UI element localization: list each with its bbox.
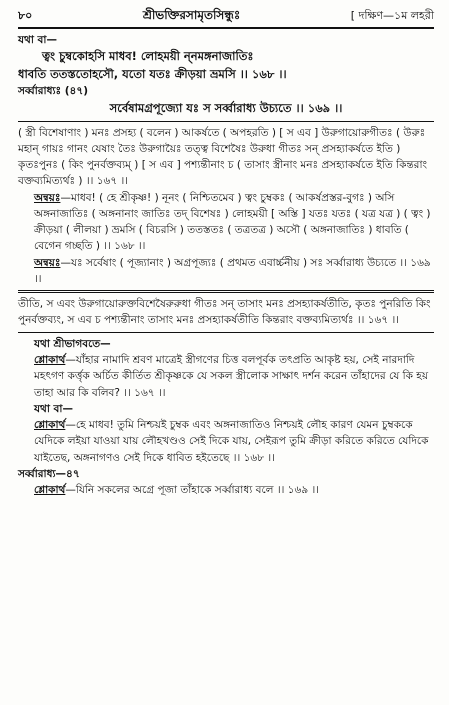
sloka-label: শ্লোকার্থ (34, 419, 66, 432)
anvaya-text: —মাধব! ( হে শ্রীকৃষ্ণ! ) নূনং ( নিশ্চিতমেব ) ত্বং চুম্বকঃ ( আকর্ষপ্রস্তর-বুগঃ ) অসি অঙ্গনাজাতিঃ ( অঙ্গনানাং জাতিঃ তদ্‌ বিশেষঃ ) লোহময়ী [ অস্তি ] যতঃ যতঃ ( যত্র যত্র ) ( ত্বং ) ক্রীড়য়া ( লীলয়া ) ভ্রমসি ( বিচরসি ) ততস্ততঃ ( তত্রতত্র ) অসৌ ( অঙ্গনাজাতিঃ ) ধাবতি ( বেগেন গচ্ছতি ) ।। ১৬৮ ।। (34, 191, 431, 253)
sloka-paragraph (18, 352, 434, 401)
anvaya-paragraph (18, 190, 434, 255)
sloka-text: —যাঁহার নামাদি শ্রবণ মাত্রেই স্ত্রীগণের চিত্ত বলপূর্বক তৎপ্রতি আকৃষ্ট হয়, সেই নারদাদি মহৎগণ কর্ত্তৃক অর্চিত কীর্তিত শ্রীকৃষ্ণকে যে সকল স্ত্রীলোক সাক্ষাৎ দর্শন করেন তাঁহাদের যে কি হয় তাহা আর কি বলিব? ।। ১৬৭ ।। (34, 354, 429, 399)
book-title: শ্রীভক্তিরসামৃতসিন্ধুঃ (142, 8, 241, 22)
page (18, 6, 434, 498)
section-label: [ দক্ষিণ—১ম লহরী (350, 9, 434, 22)
sloka-text: —হে মাধব! তুমি নিশ্চয়ই চুম্বক এবং অঙ্গনাজাতিও নিশ্চয়ই লৌহ কারণ যেমন চুম্বককে যেদিকে লইয়া যাওয়া যায় লৌহখণ্ডও সেই দিকে যায়, সেইরূপ তুমি ক্রীড়া করিতে করিতে যেদিকে যাইতেছ, অঙ্গনাগণও সেই দিকে ধাবিত হইতেছে ।। ১৬৮ ।। (34, 419, 429, 464)
verse-line: ত্বং চুম্বকোহসি মাধব! লোহময়ী ন্‌নমঙ্গনাজাতিঃ (42, 48, 254, 63)
section-heading: সর্ব্বারাধ্যঃ (৪৭) (18, 85, 88, 98)
anvaya-label: অন্বয়ঃ (34, 191, 61, 204)
example-label: যথা শ্রীভাগবতে— (34, 337, 111, 350)
commentary-paragraph: ( স্ত্রী বিশেষাণাং ) মনঃ প্রসহ্য ( বলেন ) আকর্ষতে ( অপহরতি ) [ স এব ] উরুগায়োরুগীতঃ ( উরুঃ মহান্‌ গায়ঃ গানং যেষাং তৈঃ উরুগায়ৈঃ তত্ত্ব বিশেষৈঃ উরুধা গীতঃ সন্‌ প্রসহ্যাকর্ষতে ইতি ) কৃতঃপুনঃ ( কিং পুনর্বক্তব্যম্‌ ) [ স এব ] পশ্যন্তীনাং চ ( তাসাং স্ত্রীনাং মনঃ প্রসহ্যাকর্ষতে ইতি কিন্তরাং বক্তব্যমিত্যর্থঃ ) ।। ১৬৭ ।। (18, 126, 428, 188)
section-heading: সর্ব্বারাধ্য—৪৭ (18, 467, 80, 480)
sloka-paragraph (18, 482, 434, 498)
sloka-label: শ্লোকার্থ (34, 484, 66, 497)
tika-paragraph: তীতি, স এবং উরুগায়োরুক্তবিশেষৈরুরুধা গীতঃ সন্‌ তাসাং মনঃ প্রসহ্যাকর্ষতীতি, কৃতঃ পুনরিতি কিং পুনর্বক্তব্যং, স এব চ পশ্যন্তীনাং তাসাং মনঃ প্রসহ্যাকর্ষতীতি কিন্তরাং বক্তব্যমিত্যর্থঃ ।। ১৬৭ ।। (18, 298, 431, 327)
anvaya-label: অন্বয়ঃ (34, 256, 61, 269)
sloka-label: শ্লোকার্থ (34, 354, 66, 367)
example-label: যথা বা— (34, 402, 73, 415)
sloka-paragraph (18, 417, 434, 466)
example-label: যথা বা— (18, 33, 57, 46)
anvaya-paragraph (18, 255, 434, 288)
verse-line: সর্বেষামগ্রপূজ্যো যঃ স সর্ব্বারাধ্য উচ্যতে ।। ১৬৯ ।। (109, 100, 343, 115)
anvaya-text: —যঃ সর্বেষাং ( পূজ্যানাং ) অগ্রপূজ্যঃ ( প্রথমত এবার্চ্চনীয় ) সঃ সর্ব্বারাধ্য উচ্যতে ।। ১৬৯ ।। (34, 256, 431, 285)
page-number: ৮০ (18, 9, 33, 22)
verse-line: ধাবতি ততস্ততোহসৌ, যতো যতঃ ক্রীড়য়া ভ্রমসি ।। ১৬৮ ।। (18, 66, 287, 81)
sloka-text: —যিনি সকলের অগ্রে পূজা তাঁহাকে সর্ব্বারাধ্য বলে ।। ১৬৯ ।। (65, 484, 319, 497)
page-header (18, 6, 434, 29)
